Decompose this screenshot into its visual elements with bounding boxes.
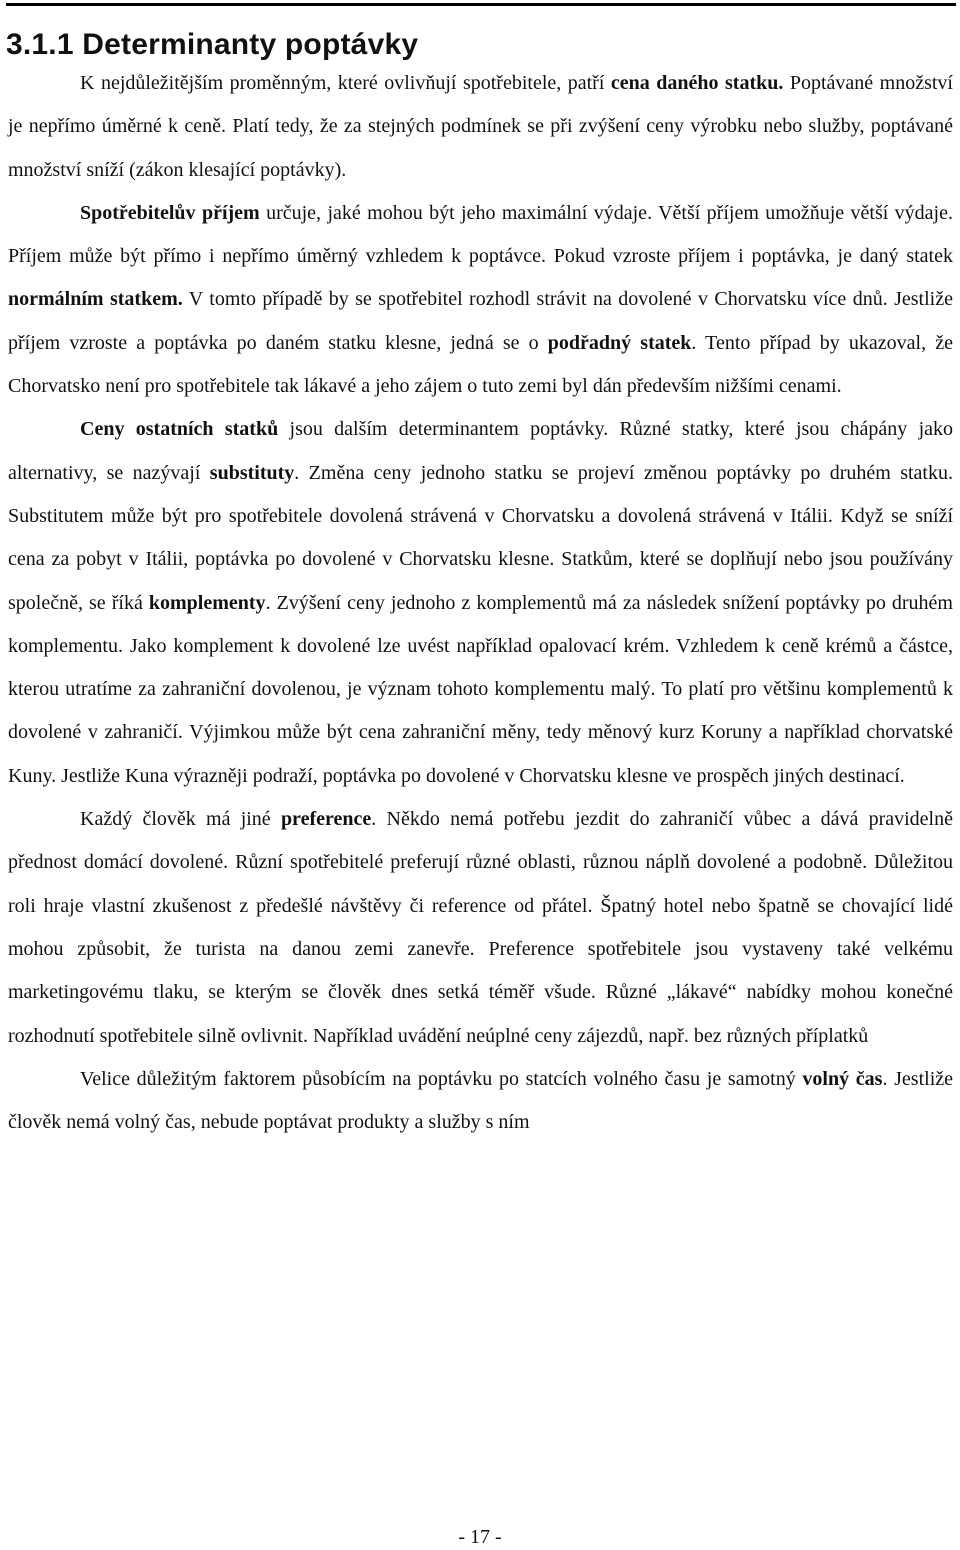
document-body (8, 62, 953, 1144)
bold-term: Ceny ostatních statků (80, 418, 279, 441)
text-run: K nejdůležitějším proměnným, které ovlivňují spotřebitele, patří (80, 72, 611, 94)
bold-term: preference (280, 808, 372, 831)
bold-term: normálním statkem. (8, 288, 183, 311)
paragraph-preferences (8, 798, 953, 1058)
paragraph-free-time (8, 1058, 953, 1145)
paragraph-related-goods (8, 408, 953, 798)
text-run: Velice důležitým faktorem působícím na poptávku po statcích volného času je samotný (80, 1067, 803, 1090)
text-run: Každý člověk má jiné (80, 808, 281, 831)
bold-term: Spotřebitelův příjem (80, 201, 260, 224)
section-heading: 3.1.1 Determinanty poptávky (6, 28, 419, 61)
bold-term: cena daného statku. (610, 72, 784, 94)
bold-term: podřadný statek (547, 331, 692, 354)
paragraph-income (8, 192, 953, 408)
text-run: Poptávané množství je nepřímo úměrné k ceně. Platí tedy, že za stejných podmínek se při zvýšení ceny výrobku nebo služby, poptávané množství sníží (zákon klesající poptávky). (8, 72, 953, 181)
text-run: jsou dalším determinantem poptávky. Různé statky, které jsou chápány jako alternativy, se nazývají (8, 418, 954, 484)
text-run: určuje, jaké mohou být jeho maximální výdaje. Větší příjem umožňuje větší výdaje. Příjem může být přímo i nepřímo úměrný vzhledem k poptávce. Pokud vzroste příjem i poptávka, je daný statek (8, 201, 953, 268)
bold-term: substituty (209, 461, 295, 484)
text-run: . Tento případ by ukazoval, že Chorvatsko není pro spotřebitele tak lákavé a jeho zájem o tuto zemi byl dán především nižšími cenami. (8, 331, 953, 398)
text-run: . Někdo nemá potřebu jezdit do zahraničí vůbec a dává pravidelně přednost domácí dovolené. Různí spotřebitelé preferují různé oblasti, různou náplň dovolené a podobně. Důležitou roli hraje vlastní zkušenost z předešlé návštěvy či reference od přátel. Špatný hotel nebo špatně se chovající lidé mohou způsobit, že turista na danou zemi zanevře. Preference spotřebitele jsou vystaveny také velkému marketingovému tlaku, se kterým se člověk dnes setká téměř všude. Různé „lákavé“ nabídky mohou konečné rozhodnutí spotřebitele silně ovlivnit. Například uvádění neúplné ceny zájezdů, např. bez různých příplatků (8, 808, 953, 1047)
page-number: - 17 - (458, 1526, 502, 1548)
text-run: . Jestliže člověk nemá volný čas, nebude poptávat produkty a služby s ním (8, 1067, 953, 1134)
top-rule (6, 3, 956, 6)
bold-term: volný čas (802, 1067, 883, 1090)
text-run: . Změna ceny jednoho statku se projeví změnou poptávky po druhém statku. Substitutem může být pro spotřebitele dovolená strávená v Chorvatsku a dovolená strávená v Itálii. Když se sníží cena za pobyt v Itálii, poptávka po dovolené v Chorvatsku klesne. Statkům, které se doplňují nebo jsou používány společně, se říká (8, 461, 953, 614)
bold-term: komplementy (148, 591, 266, 614)
paragraph-price (8, 62, 953, 192)
text-run: V tomto případě by se spotřebitel rozhodl strávit na dovolené v Chorvatsku více dnů. Jestliže příjem vzroste a poptávka po daném statku klesne, jedná se o (8, 288, 953, 354)
text-run: . Zvýšení ceny jednoho z komplementů má za následek snížení poptávky po druhém komplementu. Jako komplement k dovolené lze uvést například opalovací krém. Vzhledem k ceně krémů a částce, kterou utratíme za zahraniční dovolenou, je význam tohoto komplementu malý. To platí pro většinu komplementů k dovolené v zahraničí. Výjimkou může být cena zahraniční měny, tedy měnový kurz Koruny a například chorvatské Kuny. Jestliže Kuna výrazněji podraží, poptávka po dovolené v Chorvatsku klesne ve prospěch jiných destinací. (8, 591, 953, 787)
